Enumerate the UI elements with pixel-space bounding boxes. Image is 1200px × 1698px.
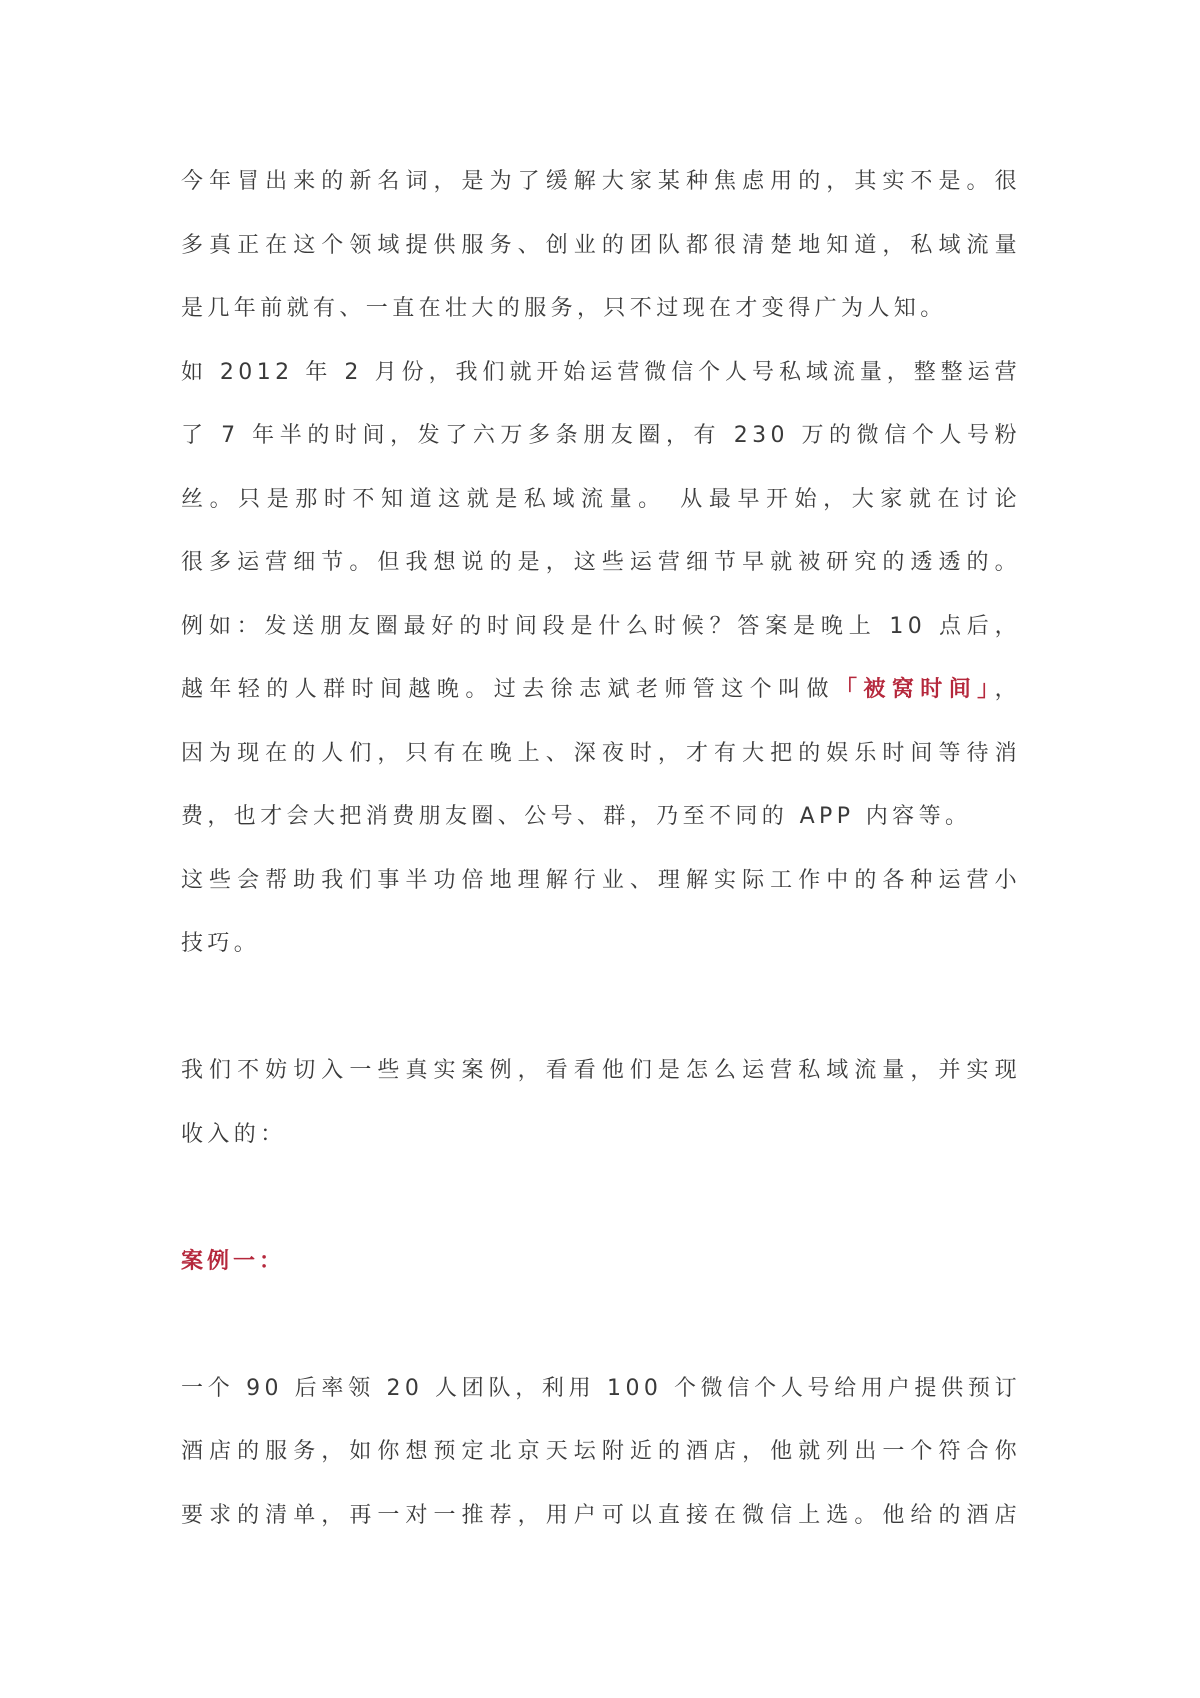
text-line: 要求的清单，再一对一推荐，用户可以直接在微信上选。他给的酒店 [181,1502,1021,1528]
text-line: 多真正在这个领域提供服务、创业的团队都很清楚地知道，私域流量 [181,232,1021,258]
text-segment: 越年轻的人群时间越晚。过去徐志斌老师管这个叫做 [181,677,835,702]
text-line: 我们不妨切入一些真实案例，看看他们是怎么运营私域流量，并实现 [181,1058,1021,1083]
text-line: 收入的： [181,1121,287,1147]
text-line: 如 2012 年 2 月份，我们就开始运营微信个人号私域流量，整整运营 [181,359,1021,385]
paragraph-spacer [181,1293,1021,1357]
text-line: 丝。只是那时不知道这就是私域流量。 从最早开始，大家就在讨论 [181,486,1021,512]
text-line: 今年冒出来的新名词，是为了缓解大家某种焦虑用的，其实不是。很 [181,169,1021,194]
text-line: 一个 90 后率领 20 人团队，利用 100 个微信个人号给用户提供预订 [181,1375,1021,1401]
document-page [181,150,1021,1547]
text-line: 因为现在的人们，只有在晚上、深夜时，才有大把的娱乐时间等待消 [181,740,1021,766]
paragraph-spacer [181,1166,1021,1230]
text-line: 例如：发送朋友圈最好的时间段是什么时候？答案是晚上 10 点后， [181,613,1021,639]
text-line: 这些会帮助我们事半功倍地理解行业、理解实际工作中的各种运营小 [181,867,1021,893]
text-line-with-highlight [181,658,1021,722]
section-heading: 案例一： [181,1248,286,1274]
paragraph-spacer [181,976,1021,1040]
text-line: 是几年前就有、一直在壮大的服务，只不过现在才变得广为人知。 [181,296,947,321]
text-line: 费，也才会大把消费朋友圈、公号、群，乃至不同的 APP 内容等。 [181,804,972,829]
paragraph-intro [181,150,1021,976]
paragraph-cases-intro [181,1039,1021,1166]
text-segment: ， [994,677,1021,702]
text-line: 很多运营细节。但我想说的是，这些运营细节早就被研究的透透的。 [181,550,1021,575]
text-line: 技巧。 [181,931,261,956]
highlight-term: 「被窝时间」 [834,677,995,702]
text-line: 了 7 年半的时间，发了六万多条朋友圈，有 230 万的微信个人号粉 [181,423,1021,448]
text-line: 酒店的服务，如你想预定北京天坛附近的酒店，他就列出一个符合你 [181,1439,1021,1464]
paragraph-case-one [181,1357,1021,1548]
